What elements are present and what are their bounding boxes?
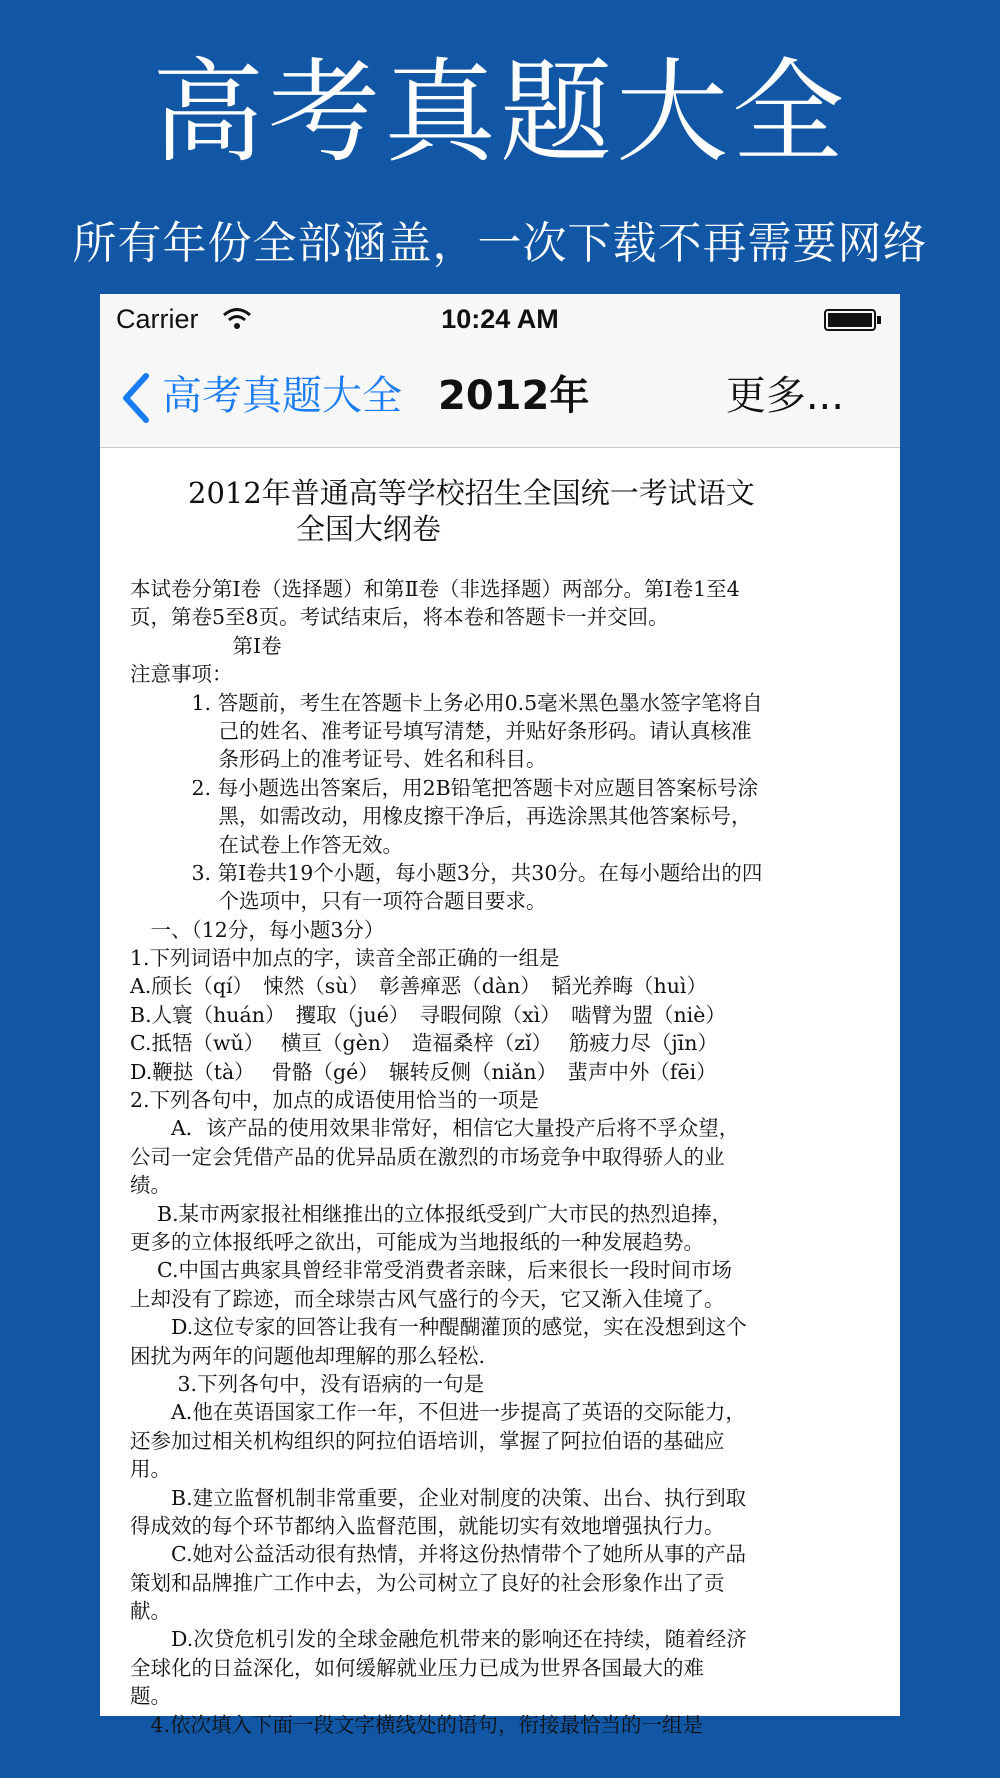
promo-subtitle: 所有年份全部涵盖，一次下载不再需要网络 [72,218,928,269]
document-line: 献。 [130,1599,171,1624]
back-chevron-icon[interactable] [118,370,152,426]
document-line: A.他在英语国家工作一年，不但进一步提高了英语的交际能力， [130,1400,746,1425]
document-line: D.鞭挞（tà） 骨骼（gé） 辗转反侧（niǎn） 蜚声中外（fēi） [130,1059,717,1084]
document-line: B.建立监督机制非常重要，企业对制度的决策、出台、执行到取 [130,1485,747,1510]
back-button[interactable]: 高考真题大全 [162,373,402,419]
battery-icon [824,309,882,331]
document-body [130,575,880,1739]
document-line: 在试卷上作答无效。 [130,832,404,857]
document-line: 困扰为两年的问题他却理解的那么轻松. [130,1343,486,1368]
document-line: D.这位专家的回答让我有一种醍醐灌顶的感觉，实在没想到这个 [130,1315,747,1340]
document-line: 2.下列各句中，加点的成语使用恰当的一项是 [130,1088,540,1113]
document-line: 全球化的日益深化，如何缓解就业压力已成为世界各国最大的难 [130,1655,704,1680]
document-line: A.颀长（qí） 悚然（sù） 彰善瘅恶（dàn） 韬光养晦（huì） [130,974,707,999]
document-line: 题。 [130,1684,171,1709]
document-line: 个选项中，只有一项符合题目要求。 [130,889,547,914]
document-line: 一、（12分，每小题3分） [130,917,385,942]
document-line: 条形码上的准考证号、姓名和科目。 [130,747,547,772]
document-line: 用。 [130,1457,171,1482]
document-line: 绩。 [130,1173,171,1198]
nav-title: 2012年 [438,373,590,419]
document-line: 2. 每小题选出答案后，用2B铅笔把答题卡对应题目答案标号涂 [130,775,759,800]
document-view[interactable] [100,449,900,1737]
document-line: 本试卷分第Ⅰ卷（选择题）和第Ⅱ卷（非选择题）两部分。第Ⅰ卷1至4 [130,577,740,601]
phone-screen [100,294,900,1737]
document-line: D.次贷危机引发的全球金融危机带来的影响还在持续，随着经济 [130,1627,747,1652]
more-button[interactable]: 更多... [726,368,844,424]
document-line: 1. 答题前，考生在答题卡上务必用0.5毫米黑色墨水签字笔将自 [130,690,763,715]
document-line: C.中国古典家具曾经非常受消费者亲睐，后来很长一段时间市场 [130,1258,732,1283]
document-line: 1.下列词语中加点的字，读音全部正确的一组是 [130,946,560,971]
document-line: 3. 第Ⅰ卷共19个小题，每小题3分，共30分。在每小题给出的四 [130,860,763,885]
carrier-label: Carrier [116,304,199,334]
document-subtitle: 全国大纲卷 [296,512,442,546]
document-line: 3.下列各句中，没有语病的一句是 [130,1371,485,1396]
navigation-bar [100,346,900,448]
document-line: 公司一定会凭借产品的优异品质在激烈的市场竞争中取得骄人的业 [130,1144,725,1169]
document-line: B.某市两家报社相继推出的立体报纸受到广大市民的热烈追捧， [130,1201,733,1226]
document-line: 上却没有了踪迹，而全球崇古风气盛行的今天，它又渐入佳境了。 [130,1286,725,1311]
status-time: 10:24 AM [441,304,559,334]
document-line: B.人寰（huán） 攫取（jué） 寻暇伺隙（xì） 啮臂为盟（niè） [130,1002,726,1027]
document-line: 注意事项： [130,662,233,687]
document-line: 还参加过相关机构组织的阿拉伯语培训，掌握了阿拉伯语的基础应 [130,1428,725,1453]
document-line: 更多的立体报纸呼之欲出，可能成为当地报纸的一种发展趋势。 [130,1229,704,1254]
document-line: C.抵牾（wǔ） 横亘（gèn） 造福桑梓（zǐ） 筋疲力尽（jīn） [130,1031,718,1056]
document-line: A．该产品的使用效果非常好，相信它大量投产后将不孚众望， [130,1116,740,1141]
document-line: 第Ⅰ卷 [130,633,282,658]
document-line: 4.依次填入下面一段文字横线处的语句，衔接最恰当的一组是 [130,1712,704,1737]
document-line: 得成效的每个环节都纳入监督范围，就能切实有效地增强执行力。 [130,1513,725,1538]
document-title: 2012年普通高等学校招生全国统一考试语文 [188,476,755,510]
document-line: 页，第卷5至8页。考试结束后，将本卷和答题卡一并交回。 [130,605,669,630]
document-line: 策划和品牌推广工作中去，为公司树立了良好的社会形象作出了贡 [130,1570,725,1595]
document-line: 黑，如需改动，用橡皮擦干净后，再选涂黑其他答案标号， [130,804,752,829]
promo-title: 高考真题大全 [152,48,848,178]
status-bar [100,294,900,346]
document-line: C.她对公益活动很有热情，并将这份热情带个了她所从事的产品 [130,1542,746,1567]
document-line: 己的姓名、准考证号填写清楚，并贴好条形码。请认真核准 [130,718,752,743]
